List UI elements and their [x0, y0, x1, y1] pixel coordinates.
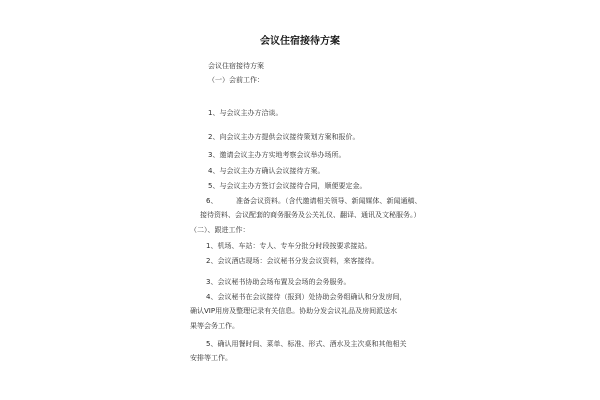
section2-heading: （二）、跟进工作：	[190, 226, 250, 234]
section1-item-1: 1、与会议主办方洽谈。	[208, 109, 283, 117]
section1-item-4: 4、与会议主办方确认会议接待方案。	[208, 167, 325, 175]
document-subtitle: 会议住宿接待方案	[208, 62, 264, 70]
section2-item-2: 2、会议酒店现场：会议秘书分发会议资料，来客接待。	[206, 257, 379, 265]
section2-item-1: 1、机场、车站：专人、专车分批分时段按要求接站。	[206, 242, 372, 250]
section1-item-6-number: 6、	[206, 197, 218, 205]
section1-item-5: 5、与会议主办方签订会议接待合同，顺便要定金。	[208, 182, 367, 190]
section2-item-4-line-1: 4、会议秘书在会议接待（报到）处协助会务组确认和分发房间，	[206, 293, 407, 301]
section1-item-6-line-2: 接待资料、会议配套的商务服务及公关礼仪、翻译、通讯及文秘服务。）	[200, 211, 421, 219]
section2-item-5-line-1: 5、确认用餐时间、菜单、标准、形式、酒水及主次桌和其他相关	[206, 340, 407, 348]
section2-item-4-line-3: 果等会务工作。	[190, 322, 239, 330]
section2-item-3: 3、会议秘书协助会场布置及会场的会务服务。	[206, 278, 351, 286]
section2-item-5-line-2: 安排等工作。	[190, 354, 232, 362]
section1-item-2: 2、向会议主办方提供会议接待策划方案和报价。	[208, 133, 360, 141]
section1-item-3: 3、邀请会议主办方实地考察会议举办场所。	[208, 151, 346, 159]
section1-item-6-line-1: 准备会议资料。（含代邀请相关领导、新闻媒体、新闻通稿、	[236, 197, 422, 205]
section1-heading: （一）会前工作：	[208, 76, 264, 84]
section2-item-4-line-2: 确认VIP用房及整理记录有关信息。协助分发会议礼品及房间派送水	[190, 307, 398, 315]
document-title: 会议住宿接待方案	[260, 36, 340, 47]
